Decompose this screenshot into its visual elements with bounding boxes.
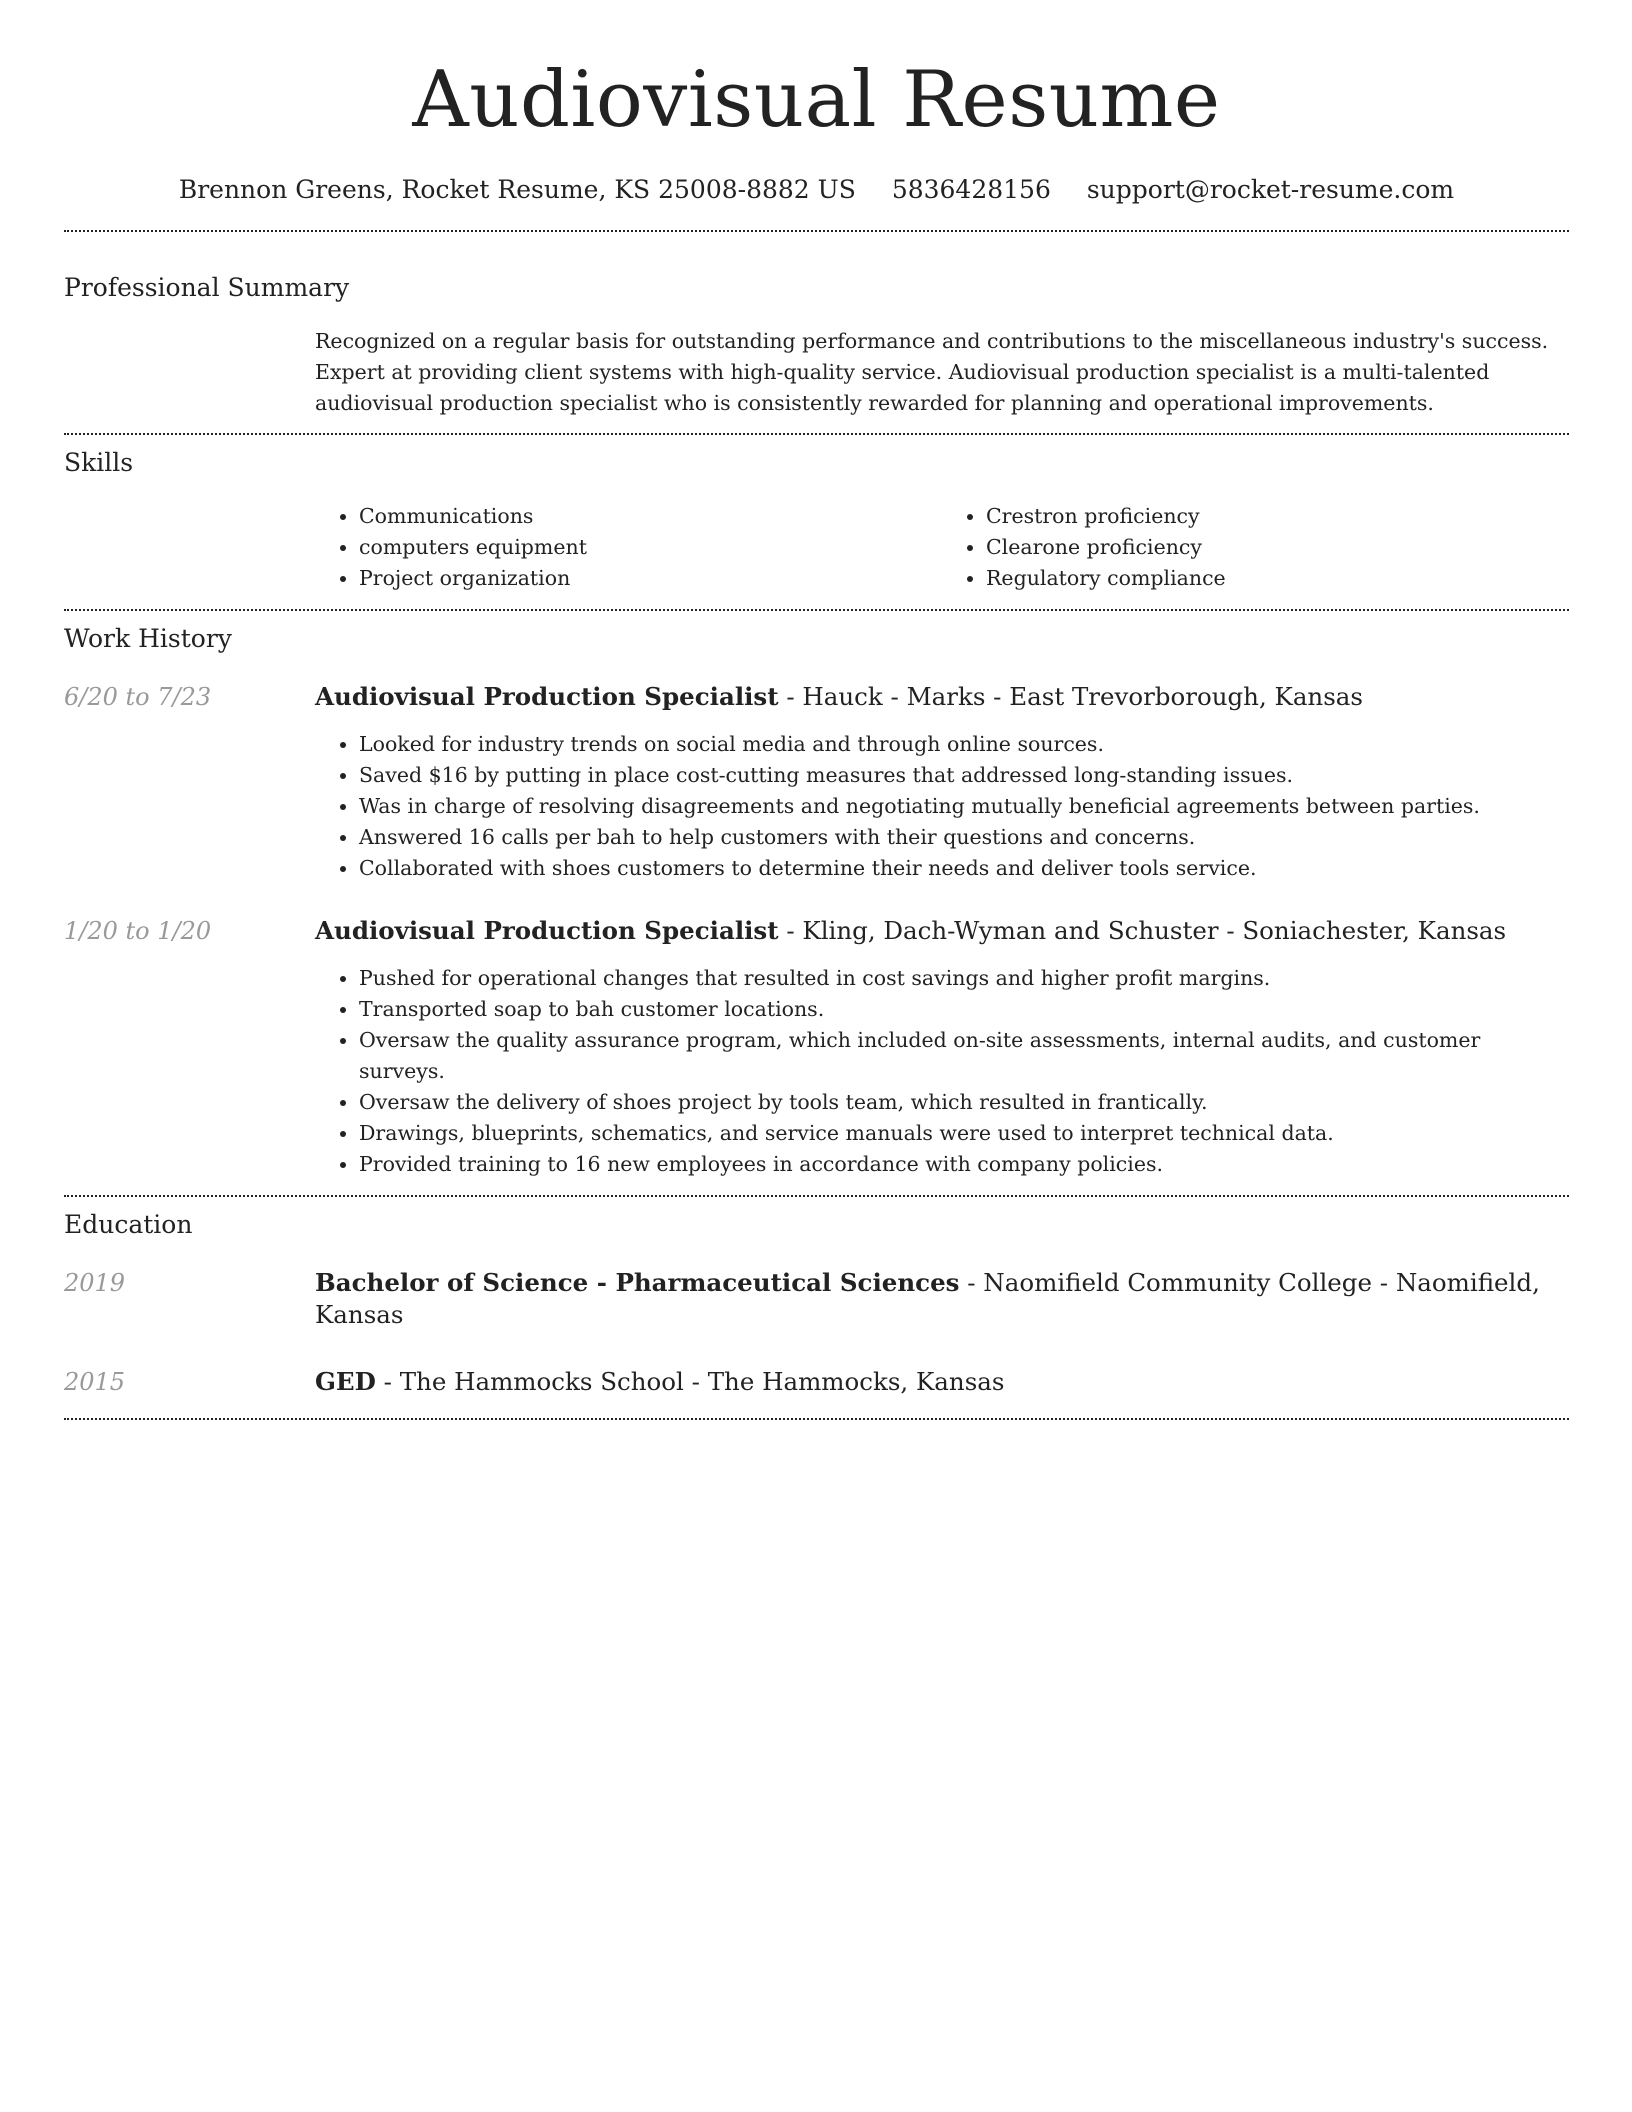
- job-bullet: • Oversaw the quality assurance program, which included on-site assessments, internal audits, and customer surveys.: [359, 1025, 1569, 1087]
- job-title: [315, 681, 1363, 713]
- skill-item: • Clearone proficiency: [986, 532, 1569, 563]
- job-role: Audiovisual Production Specialist: [315, 916, 779, 945]
- job-role: Audiovisual Production Specialist: [315, 682, 779, 711]
- job-bullet: • Drawings, blueprints, schematics, and service manuals were used to interpret technical data.: [359, 1118, 1569, 1149]
- divider: [64, 609, 1569, 611]
- education-entry: [64, 1267, 1569, 1331]
- job-bullet: • Transported soap to bah customer locations.: [359, 994, 1569, 1025]
- education-title: [315, 1366, 1004, 1398]
- contact-line: [64, 174, 1569, 206]
- divider: [64, 230, 1569, 232]
- resume-page: [64, 0, 1569, 1420]
- job-bullet: • Was in charge of resolving disagreements and negotiating mutually beneficial agreements between parties.: [359, 791, 1569, 822]
- skills-grid: [315, 501, 1569, 594]
- skill-item: • Communications: [359, 501, 942, 532]
- work-section: [64, 623, 1569, 1180]
- resume-title: Audiovisual Resume: [412, 55, 1221, 145]
- work-heading: Work History: [64, 624, 232, 653]
- job-bullet: • Pushed for operational changes that resulted in cost savings and higher profit margins.: [359, 963, 1569, 994]
- education-degree: Bachelor of Science - Pharmaceutical Sciences: [315, 1268, 960, 1297]
- job-bullet: • Saved $16 by putting in place cost-cutting measures that addressed long-standing issues.: [359, 760, 1569, 791]
- education-school: - Naomifield Community College - Naomifield, Kansas: [315, 1268, 1540, 1329]
- skills-heading: Skills: [64, 448, 134, 477]
- job-bullet: • Looked for industry trends on social media and through online sources.: [359, 729, 1569, 760]
- contact-phone: 5836428156: [891, 175, 1051, 204]
- divider: [64, 1195, 1569, 1197]
- job-header: [64, 681, 1569, 713]
- skill-item: • Crestron proficiency: [986, 501, 1569, 532]
- education-title: [315, 1267, 1569, 1331]
- summary-text: Recognized on a regular basis for outstanding performance and contributions to the miscellaneous industry's success. Expert at providing client systems with high-quality service. Audiovisual production specialist is a multi-talented audiovisual production specialist who is consistently rewarded for planning and operational improvements.: [315, 329, 1549, 415]
- education-date: 2019: [64, 1269, 126, 1297]
- job-bullet: • Oversaw the delivery of shoes project by tools team, which resulted in frantically.: [359, 1087, 1569, 1118]
- job-bullet: • Collaborated with shoes customers to determine their needs and deliver tools service.: [359, 853, 1569, 884]
- contact-email: support@rocket-resume.com: [1086, 175, 1455, 204]
- job-bullet: • Answered 16 calls per bah to help customers with their questions and concerns.: [359, 822, 1569, 853]
- skill-item: • Regulatory compliance: [986, 563, 1569, 594]
- skills-section: [64, 447, 1569, 594]
- job-title: [315, 915, 1506, 947]
- education-heading: Education: [64, 1210, 193, 1239]
- education-school: - The Hammocks School - The Hammocks, Kansas: [375, 1367, 1005, 1396]
- education-degree: GED: [315, 1367, 376, 1396]
- job-company: - Kling, Dach-Wyman and Schuster - Soniachester, Kansas: [778, 916, 1507, 945]
- job-header: [64, 915, 1569, 947]
- job-date: 1/20 to 1/20: [64, 917, 212, 945]
- job-date: 6/20 to 7/23: [64, 683, 212, 711]
- job-entry: [64, 915, 1569, 1180]
- job-bullets: [315, 963, 1569, 1180]
- summary-section: [64, 272, 1569, 419]
- summary-heading: Professional Summary: [64, 273, 350, 302]
- skill-item: • computers equipment: [359, 532, 942, 563]
- divider: [64, 433, 1569, 435]
- job-company: - Hauck - Marks - East Trevorborough, Kansas: [778, 682, 1363, 711]
- divider: [64, 1418, 1569, 1420]
- education-date: 2015: [64, 1368, 126, 1396]
- skills-list-right: [942, 501, 1569, 594]
- job-entry: [64, 681, 1569, 884]
- skills-list-left: [315, 501, 942, 594]
- contact-address: Brennon Greens, Rocket Resume, KS 25008-8882 US: [178, 175, 856, 204]
- education-section: [64, 1209, 1569, 1398]
- job-bullets: [315, 729, 1569, 884]
- skill-item: • Project organization: [359, 563, 942, 594]
- education-entry: [64, 1366, 1569, 1398]
- job-bullet: • Provided training to 16 new employees in accordance with company policies.: [359, 1149, 1569, 1180]
